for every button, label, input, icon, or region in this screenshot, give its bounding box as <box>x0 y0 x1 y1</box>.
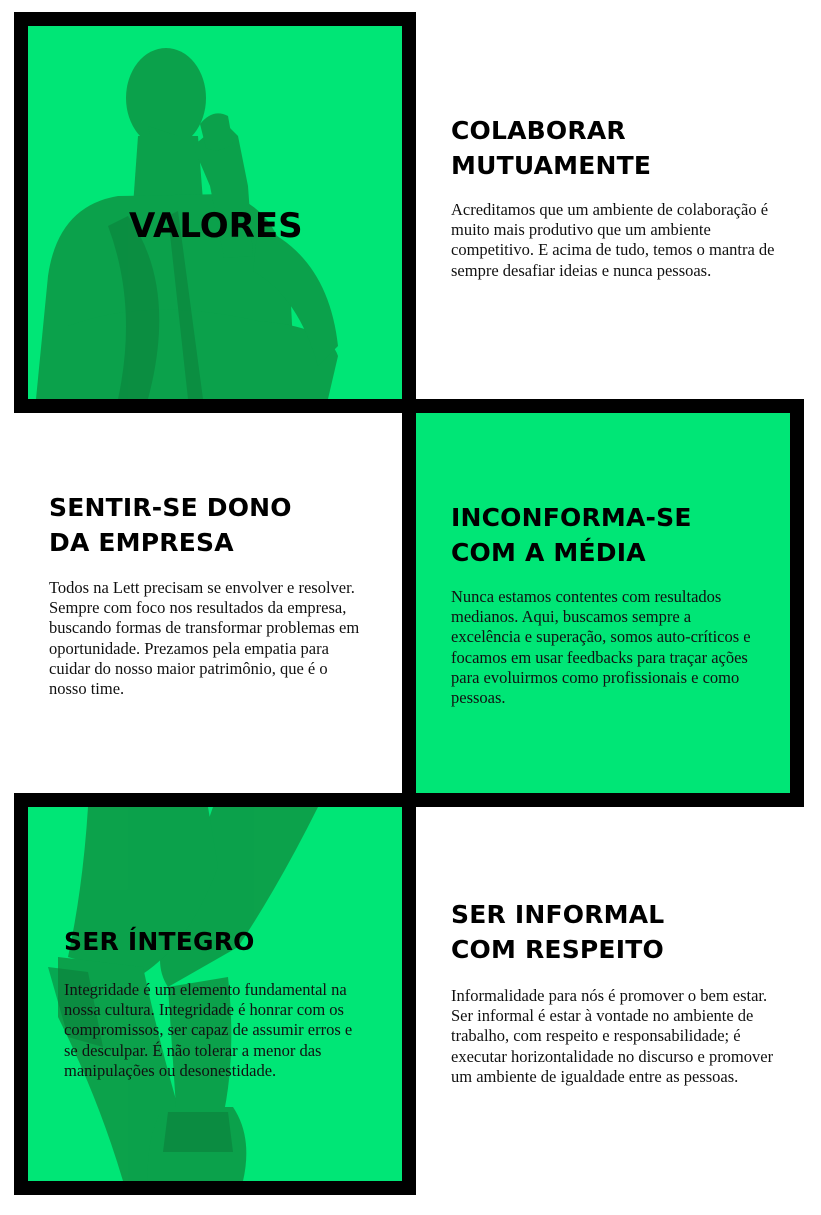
value-description: Todos na Lett precisam se envolver e resolver. Sempre com foco nos resultados da empresa, buscando formas de transformar problemas em oportunidade. Prezamos pela empatia para cuidar do nosso maior patrimônio, que é o nosso time. <box>49 578 360 699</box>
value-title-line: INCONFORMA-SE <box>451 503 692 532</box>
value-title <box>49 490 292 560</box>
value-title-line: COM RESPEITO <box>451 935 664 964</box>
value-title-line: COM A MÉDIA <box>451 538 646 567</box>
value-card-colaborar <box>416 12 807 402</box>
value-title <box>451 500 692 570</box>
hero-title: VALORES <box>129 206 303 246</box>
hero-image-box <box>14 12 416 413</box>
value-description: Acreditamos que um ambiente de colaboração é muito mais produtivo que um ambiente competitivo. E acima de tudo, temos o mantra de sempre desafiar ideias e nunca pessoas. <box>451 200 775 280</box>
value-title-line: SENTIR-SE DONO <box>49 493 292 522</box>
value-description: Integridade é um elemento fundamental na nossa cultura. Integridade é honrar com os compromissos, ser capaz de assumir erros e se desculpar. É não tolerar a menor das manipulações ou desonestidade. <box>64 980 353 1080</box>
value-title <box>451 113 651 183</box>
value-title-line: COLABORAR <box>451 116 626 145</box>
value-title <box>451 897 664 967</box>
value-title-line: DA EMPRESA <box>49 528 234 557</box>
value-description: Nunca estamos contentes com resultados medianos. Aqui, buscamos sempre a excelência e superação, somos auto-críticos e focamos em usar feedbacks para traçar ações para evoluirmos como profissionais e como pessoas. <box>451 587 751 708</box>
value-title-line: MUTUAMENTE <box>451 151 652 180</box>
value-card-inconforma-se <box>402 399 804 807</box>
value-card-sentir-se-dono <box>14 413 402 793</box>
value-description: Informalidade para nós é promover o bem estar. Ser informal é estar à vontade no ambiente de trabalho, com respeito e responsabilidade; é executar horizontalidade no discurso e promover um ambiente de igualdade entre as pessoas. <box>451 986 774 1086</box>
value-card-ser-integro <box>14 793 416 1195</box>
value-title: SER ÍNTEGRO <box>64 927 255 956</box>
value-card-ser-informal <box>416 793 807 1195</box>
value-title-line: SER INFORMAL <box>451 900 665 929</box>
